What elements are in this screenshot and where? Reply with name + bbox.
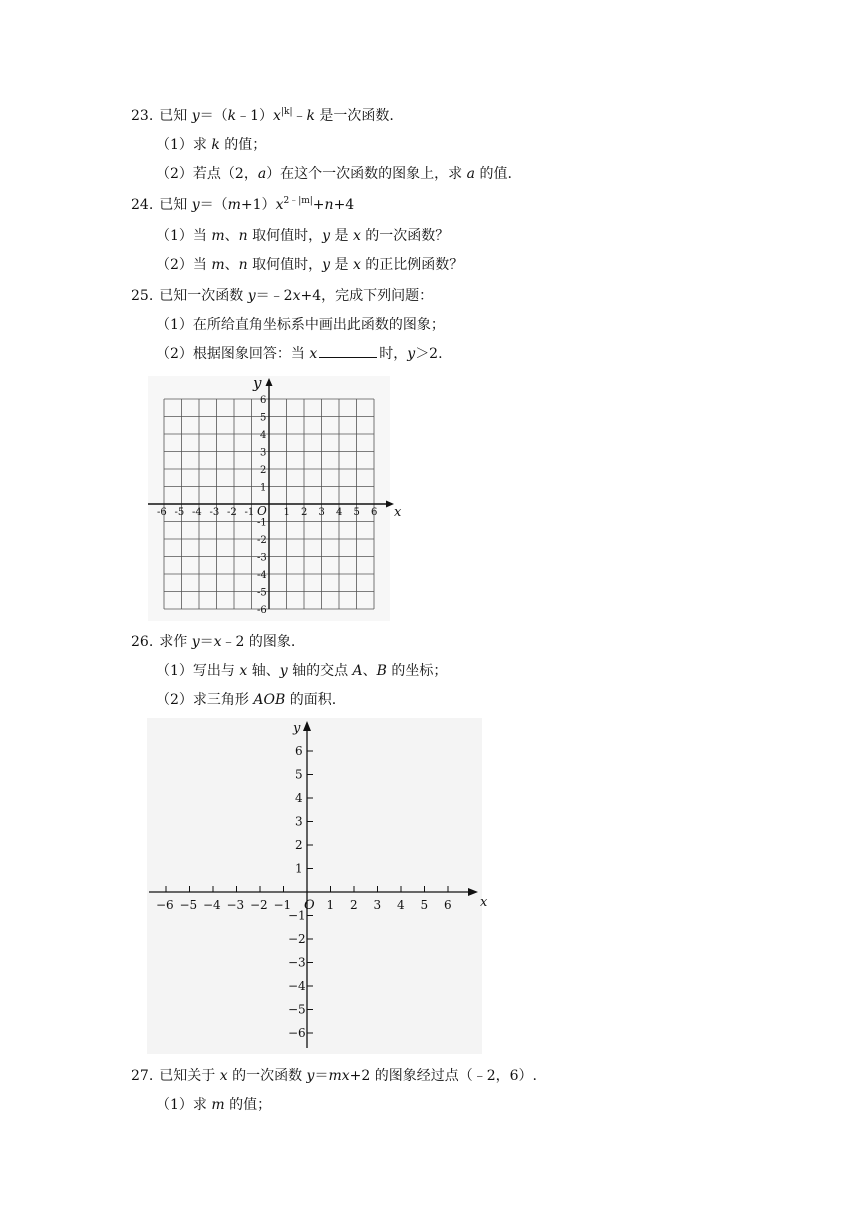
- q24-stem: 24. 已知 $y=(m+1)x^{2﹣|m|}+n+4$: [131, 196, 355, 213]
- y-tick-label: 4: [295, 791, 303, 805]
- origin-label: O: [257, 504, 267, 518]
- q26-part2: （2）求三角形 AOB 的面积.: [156, 692, 337, 708]
- axes-q26-svg: [147, 718, 488, 1054]
- x-tick-label: -6: [157, 507, 167, 518]
- y-tick-label: 2: [260, 465, 267, 476]
- q23-stem: 23. 已知 $y=(k﹣1)x^{|k|}﹣k$ 是一次函数.: [131, 107, 394, 124]
- x-tick-label: 6: [371, 507, 378, 518]
- q23-part2: （2）若点（2，a）在这个一次函数的图象上，求 a 的值.: [156, 166, 512, 182]
- x-tick-label: 4: [397, 898, 405, 912]
- y-axis-label: y: [293, 721, 301, 736]
- x-tick-label: 1: [326, 898, 335, 912]
- q27-part1: （1）求 m 的值；: [156, 1097, 272, 1113]
- x-tick-label: 4: [336, 507, 343, 518]
- x-tick-label: -2: [227, 507, 237, 518]
- question-number: 23.: [131, 108, 154, 124]
- x-axis-arrow: [468, 888, 478, 896]
- x-tick-label: -5: [174, 507, 185, 518]
- q23-part1: （1）求 k 的值；: [156, 137, 267, 153]
- x-tick-label: −5: [179, 898, 198, 912]
- y-tick-label: −5: [288, 1002, 306, 1017]
- x-tick-label: −3: [226, 898, 245, 912]
- y-axis-arrow: [266, 378, 273, 386]
- answer-blank[interactable]: [319, 345, 377, 358]
- y-tick-label: −2: [288, 932, 306, 946]
- x-tick-label: 3: [318, 507, 325, 518]
- x-axis-label: x: [480, 895, 488, 910]
- y-tick-label: 4: [260, 430, 267, 441]
- coordinate-axes-q26: [147, 718, 488, 1054]
- y-tick-label: -5: [257, 587, 267, 599]
- question-number: 24.: [131, 197, 154, 213]
- y-tick-label: 3: [295, 814, 303, 829]
- x-tick-label: −2: [250, 898, 268, 912]
- y-tick-label: -3: [257, 552, 267, 564]
- x-tick-label: 2: [301, 507, 308, 518]
- x-tick-label: -1: [244, 507, 255, 518]
- y-tick-label: 5: [260, 412, 267, 424]
- question-number: 26.: [131, 634, 154, 650]
- x-tick-label: -3: [209, 507, 220, 518]
- q24-part1: （1）当 m、n 取何值时，y 是 x 的一次函数？: [156, 228, 450, 244]
- x-tick-label: -4: [192, 507, 202, 518]
- y-tick-label: 2: [295, 838, 303, 852]
- origin-label: O: [304, 898, 315, 913]
- y-tick-label: -6: [257, 605, 267, 616]
- question-number: 25.: [131, 288, 154, 304]
- q26-stem: 26. 求作 y＝x﹣2 的图象.: [131, 634, 296, 650]
- x-axis-label: x: [394, 505, 402, 520]
- y-tick-label: 6: [260, 395, 267, 406]
- y-tick-label: 1: [295, 861, 303, 876]
- q25-stem: 25. 已知一次函数 y＝﹣2x+4，完成下列问题：: [131, 288, 434, 304]
- x-tick-label: 5: [353, 507, 360, 518]
- y-tick-label: 3: [260, 447, 267, 459]
- y-tick-label: −3: [288, 955, 306, 970]
- y-tick-label: −4: [288, 979, 306, 993]
- x-axis-arrow: [386, 501, 394, 508]
- x-tick-label: 3: [373, 898, 382, 912]
- y-tick-label: −1: [288, 908, 306, 923]
- x-tick-label: −6: [156, 898, 174, 912]
- y-tick-label: 5: [295, 767, 303, 782]
- grid-q25-svg: [148, 374, 402, 621]
- q25-part2: （2）根据图象回答：当 x 时，y＞2.: [156, 346, 443, 362]
- y-tick-label: −6: [288, 1026, 306, 1040]
- q26-part1: （1）写出与 x 轴、y 轴的交点 A、B 的坐标；: [156, 663, 448, 679]
- y-tick-label: -4: [257, 570, 267, 581]
- q24-part2: （2）当 m、n 取何值时，y 是 x 的正比例函数？: [156, 257, 464, 273]
- y-axis-arrow: [303, 721, 311, 731]
- y-tick-label: 1: [260, 482, 267, 494]
- coordinate-grid-q25: [148, 374, 402, 621]
- y-tick-label: 6: [295, 744, 303, 758]
- y-axis-label: y: [253, 374, 262, 392]
- x-tick-label: 5: [420, 898, 429, 912]
- question-number: 27.: [131, 1068, 154, 1084]
- y-tick-label: -2: [257, 535, 267, 546]
- y-tick-label: -1: [257, 517, 267, 529]
- x-tick-label: −4: [203, 898, 221, 912]
- x-tick-label: 6: [444, 898, 452, 912]
- x-tick-label: 2: [350, 898, 358, 912]
- q27-stem: 27. 已知关于 x 的一次函数 y＝mx+2 的图象经过点（﹣2，6）.: [131, 1068, 537, 1084]
- x-tick-label: 1: [283, 507, 290, 518]
- q25-part1: （1）在所给直角坐标系中画出此函数的图象；: [156, 317, 445, 333]
- x-tick-label: −1: [273, 898, 292, 912]
